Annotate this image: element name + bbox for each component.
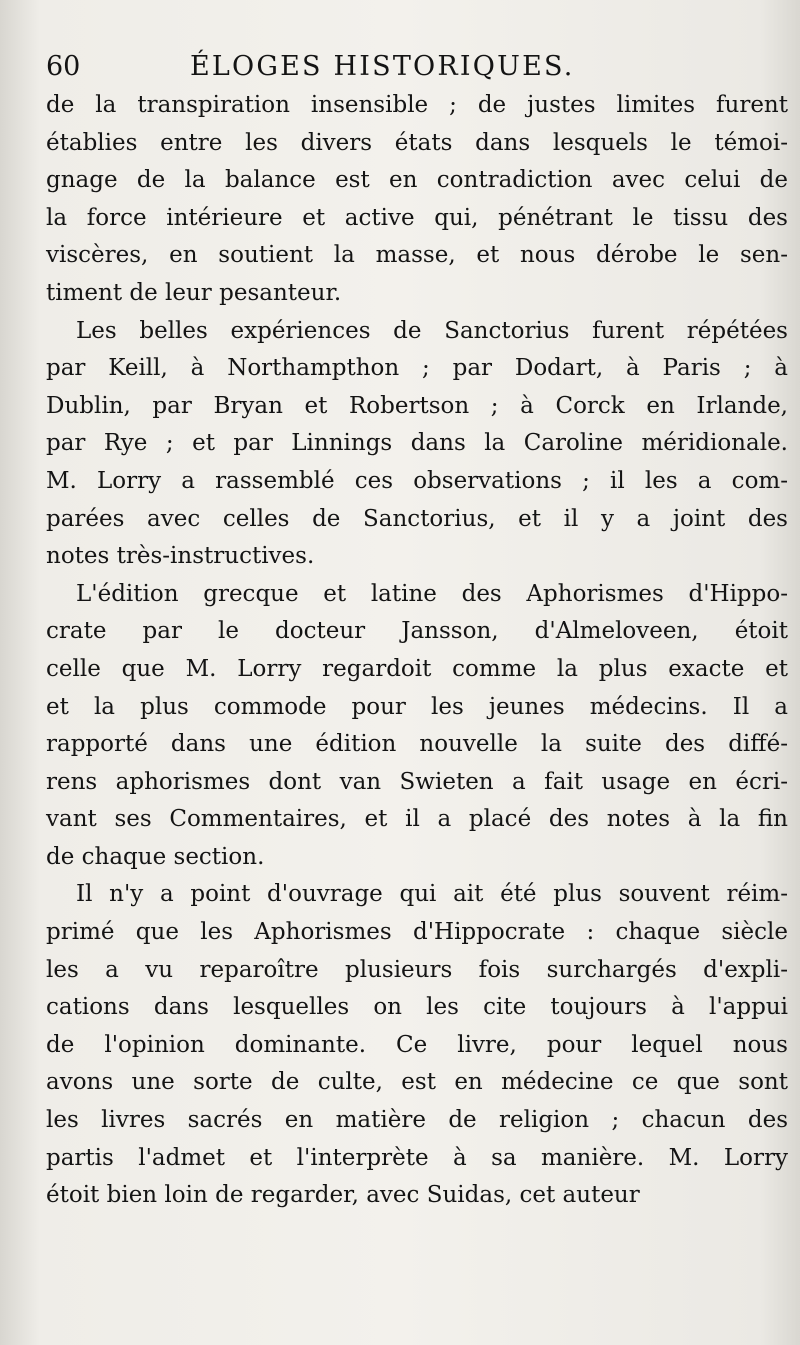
text-line: crate par le docteur Jansson, d'Almeloveen, étoit [46,618,788,645]
text-line: les a vu reparoître plusieurs fois surchargés d'expli- [46,956,788,983]
text-line: et la plus commode pour les jeunes médecins. Il a [46,693,788,720]
text-line: la force intérieure et active qui, pénétrant le tissu des [46,204,788,231]
text-line: timent de leur pesanteur. [46,279,342,306]
text-line: étoit bien loin de regarder, avec Suidas, cet auteur [46,1182,640,1209]
text-line: primé que les Aphorismes d'Hippocrate : chaque siècle [46,919,788,946]
text-line: les livres sacrés en matière de religion ; chacun des [46,1107,788,1134]
text-line: M. Lorry a rassemblé ces observations ; il les a com- [46,467,788,494]
text-line: celle que M. Lorry regardoit comme la plus exacte et [46,655,788,682]
text-line: Les belles expériences de Sanctorius furent répétées [76,317,788,344]
text-line: avons une sorte de culte, est en médecine ce que sont [46,1069,788,1096]
text-line: Il n'y a point d'ouvrage qui ait été plus souvent réim- [76,881,788,908]
text-line: établies entre les divers états dans lesquels le témoi- [46,129,788,156]
page-header [46,48,746,88]
text-line: cations dans lesquelles on les cite toujours à l'appui [46,994,788,1021]
text-line: Dublin, par Bryan et Robertson ; à Corck en Irlande, [46,392,788,419]
text-line: notes très-instructives. [46,543,315,570]
text-line: de l'opinion dominante. Ce livre, pour lequel nous [46,1031,788,1058]
text-line: par Rye ; et par Linnings dans la Caroline méridionale. [46,430,788,457]
text-line: partis l'admet et l'interprète à sa manière. M. Lorry [46,1144,788,1171]
text-line: rapporté dans une édition nouvelle la suite des diffé- [46,731,788,758]
body-text [46,87,788,1215]
text-line: de chaque section. [46,843,265,870]
text-line: rens aphorismes dont van Swieten a fait usage en écri- [46,768,788,795]
page-number: 60 [46,51,81,82]
text-line: vant ses Commentaires, et il a placé des notes à la fin [46,806,788,833]
text-line: par Keill, à Northampthon ; par Dodart, à Paris ; à [46,355,788,382]
text-line: viscères, en soutient la masse, et nous dérobe le sen- [46,242,788,269]
text-line: parées avec celles de Sanctorius, et il y a joint des [46,505,788,532]
text-line: gnage de la balance est en contradiction avec celui de [46,167,788,194]
text-line: de la transpiration insensible ; de justes limites furent [46,92,788,118]
running-title: ÉLOGES HISTORIQUES. [190,51,575,82]
text-line: L'édition grecque et latine des Aphorismes d'Hippo- [76,580,788,607]
